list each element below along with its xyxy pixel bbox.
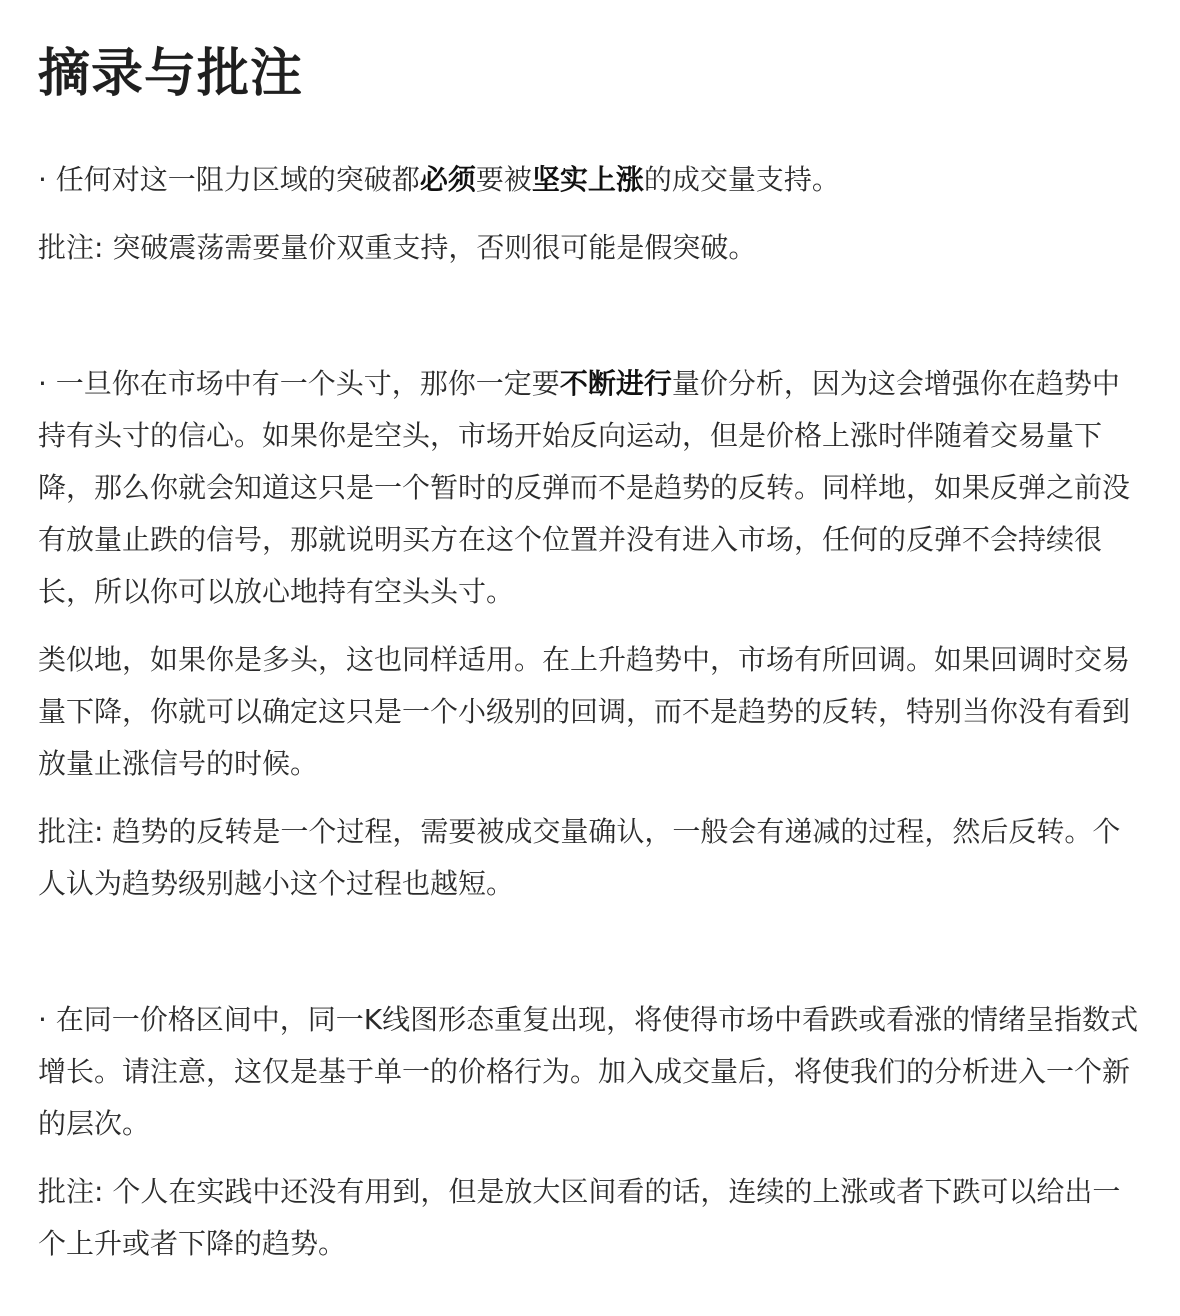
excerpt-3: · 在同一价格区间中，同一K线图形态重复出现，将使得市场中看跌或看涨的情绪呈指数式增长。请注意，这仅是基于单一的价格行为。加入成交量后，将使我们的分析进入一个新的层次。 bbox=[38, 1003, 1139, 1140]
excerpt-1-text-end: 的成交量支持。 bbox=[643, 163, 840, 196]
excerpt-2-text: · 一旦你在市场中有一个头寸，那你一定要 bbox=[38, 367, 560, 400]
page-title: 摘录与批注 bbox=[38, 44, 304, 104]
excerpt-2 bbox=[38, 358, 1142, 618]
excerpt-2-bold-continuous: 不断进行 bbox=[559, 367, 672, 400]
excerpt-1-text: · 任何对这一阻力区域的突破都 bbox=[38, 163, 420, 196]
note-3: 批注: 个人在实践中还没有用到，但是放大区间看的话，连续的上涨或者下跌可以给出一个上升或者下降的趋势。 bbox=[38, 1175, 1121, 1260]
excerpt-2-text-end: 量价分析，因为这会增强你在趋势中持有头寸的信心。如果你是空头，市场开始反向运动，但是价格上涨时伴随着交易量下降，那么你就会知道这只是一个暂时的反弹而不是趋势的反转。同样地，如果反弹之前没有放量止跌的信号，那就说明买方在这个位置并没有进入市场，任何的反弹不会持续很长，所以你可以放心地持有空头头寸。 bbox=[38, 367, 1131, 608]
note-2: 批注: 趋势的反转是一个过程，需要被成交量确认，一般会有递减的过程，然后反转。个人认为趋势级别越小这个过程也越短。 bbox=[38, 815, 1121, 900]
note-1: 批注: 突破震荡需要量价双重支持，否则很可能是假突破。 bbox=[38, 231, 757, 264]
excerpt-1-bold-solid-rise: 坚实上涨 bbox=[531, 163, 644, 196]
excerpt-1 bbox=[38, 154, 1142, 206]
excerpt-1-text-mid: 要被 bbox=[475, 163, 532, 196]
excerpt-1-bold-must: 必须 bbox=[419, 163, 476, 196]
excerpt-2-follow: 类似地，如果你是多头，这也同样适用。在上升趋势中，市场有所回调。如果回调时交易量下降，你就可以确定这只是一个小级别的回调，而不是趋势的反转，特别当你没有看到放量止涨信号的时候。 bbox=[38, 643, 1131, 780]
